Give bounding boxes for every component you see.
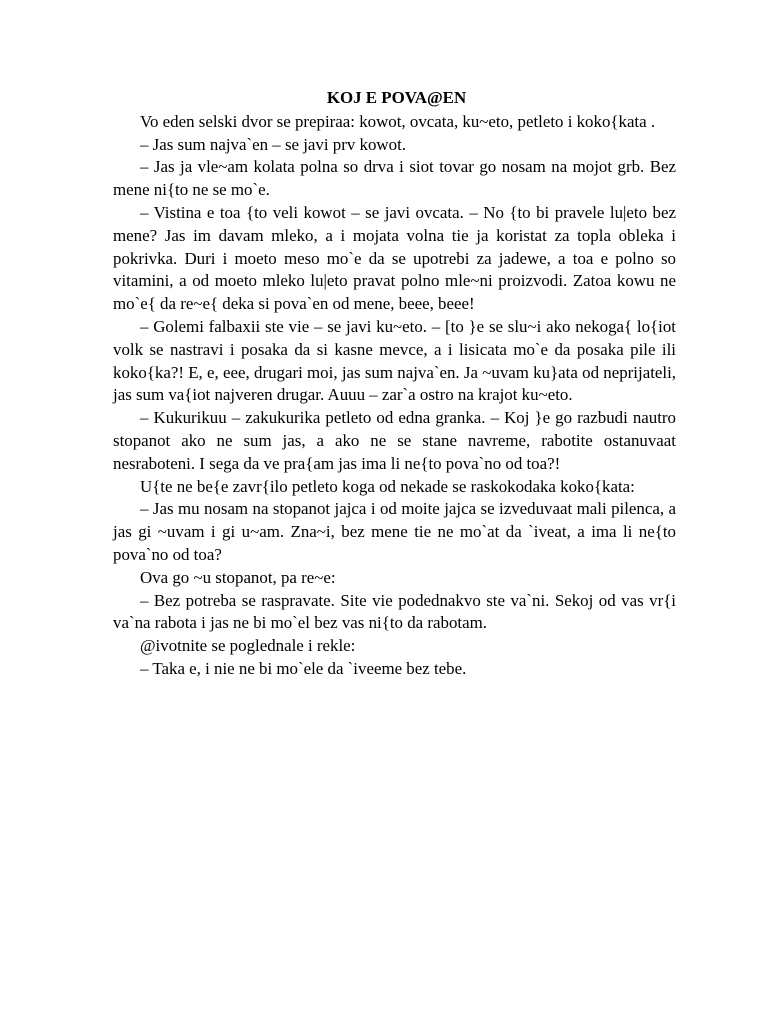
paragraph: – Jas mu nosam na stopanot jajca i od moite jajca se izveduvaat mali pilenca, a jas gi ~uvam i gi u~am. Zna~i, bez mene tie ne mo`at da `iveat, a ima li ne{to pova`no od toa? <box>113 499 676 564</box>
document-page <box>113 87 676 681</box>
paragraph: – Vistina e toa {to veli kowot – se javi ovcata. – No {to bi pravele lu|eto bez mene? Jas im davam mleko, a i mojata volna tie ja koristat za topla obleka i pokrivka. Duri i moeto meso mo`e da se upotrebi za jadewe, a toa e polno so vitamini, a od moeto mleko lu|eto pravat polno mle~ni proizvodi. Zatoa kowu ne mo`e{ da re~e{ deka si pova`en od mene, beee, beee! <box>113 202 676 314</box>
paragraph: @ivotnite se poglednale i rekle: <box>140 636 356 656</box>
paragraph: – Kukurikuu – zakukurika petleto od edna granka. – Koj }e go razbudi nautro stopanot ako ne sum jas, a ako ne se stane navreme, rabotite ostanuvaat nesraboteni. I sega da ve pra{am jas ima li ne{to pova`no od toa?! <box>113 408 676 473</box>
paragraph: – Jas ja vle~am kolata polna so drva i siot tovar go nosam na mojot grb. Bez mene ni{to ne se mo`e. <box>113 157 676 200</box>
story-title: KOJ E POVA@EN <box>326 88 467 107</box>
paragraph: – Taka e, i nie ne bi mo`ele da `iveeme bez tebe. <box>140 658 467 678</box>
paragraph: – Jas sum najva`en – se javi prv kowot. <box>140 134 406 154</box>
paragraph: Vo eden selski dvor se prepiraa: kowot, ovcata, ku~eto, petleto i koko{kata . <box>140 111 656 131</box>
paragraph: – Golemi falbaxii ste vie – se javi ku~eto. – [to }e se slu~i ako nekoga{ lo{iot volk se nastravi i posaka da si kasne mevce, a i lisicata mo`e da posaka pile ili koko{ka?! E, e, eee, drugari moi, jas sum najva`en. Ja ~uvam ku}ata od neprijateli, jas sum va{iot najveren drugar. Auuu – zar`a ostro na krajot ku~eto. <box>113 316 676 405</box>
paragraph: Ova go ~u stopanot, pa re~e: <box>140 567 336 587</box>
paragraph: U{te ne be{e zavr{ilo petleto koga od nekade se raskokodaka koko{kata: <box>140 476 635 496</box>
paragraph: – Bez potreba se raspravate. Site vie podednakvo ste va`ni. Sekoj od vas vr{i va`na rabota i jas ne bi mo`el bez vas ni{to da rabotam. <box>113 590 676 633</box>
